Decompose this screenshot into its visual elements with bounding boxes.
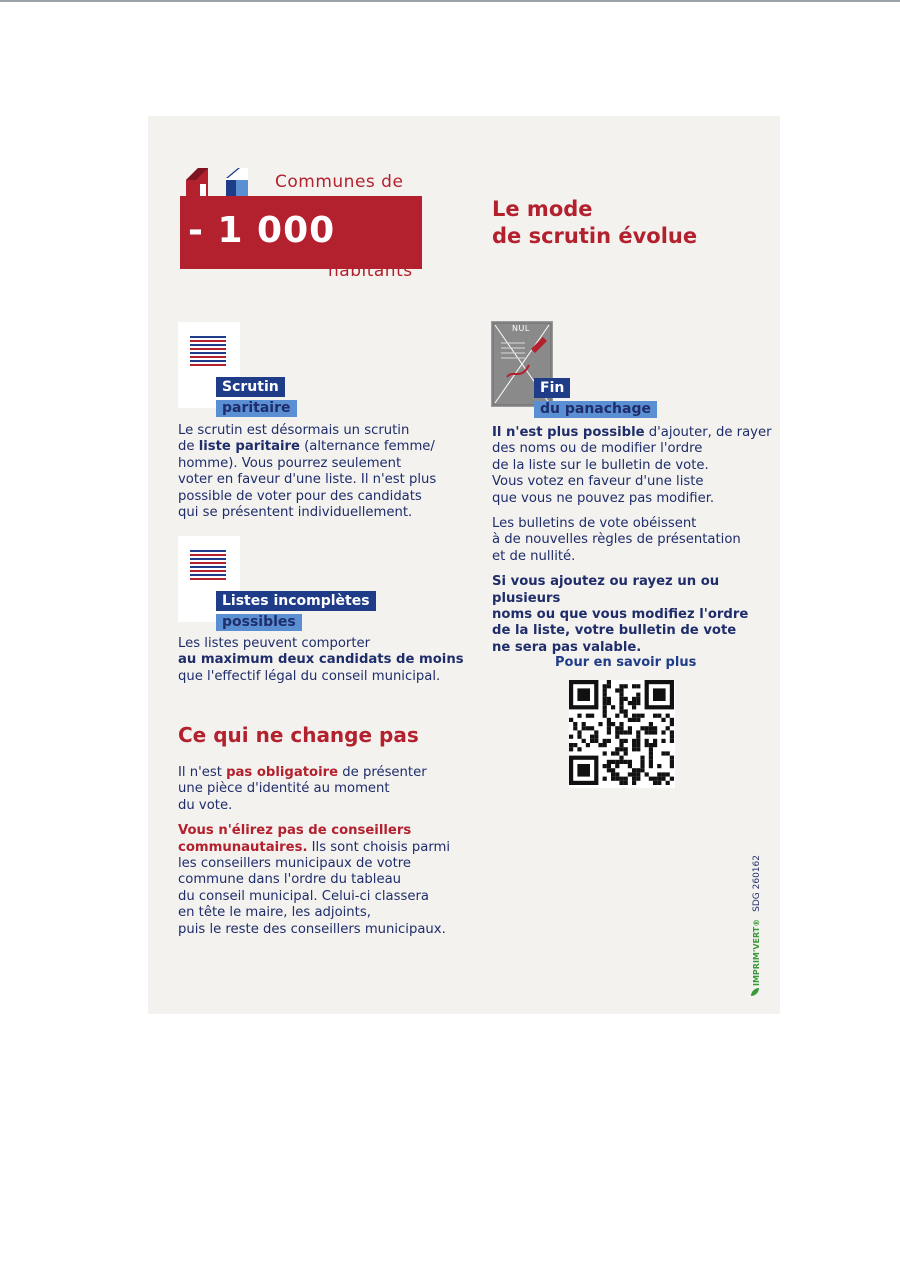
unchanged-text-line: du vote. <box>178 797 233 813</box>
panachage-text <box>492 425 777 656</box>
listes-text-line: que l'effectif légal du conseil municipal. <box>178 668 441 684</box>
scrutin-text-line: de liste paritaire (alternance femme/ <box>178 439 435 455</box>
nul-label: NUL <box>512 324 530 333</box>
panachage-text-line: des noms ou de modifier l'ordre <box>492 441 703 457</box>
unchanged-text <box>178 765 478 938</box>
page-title <box>492 196 697 250</box>
listes-text <box>178 636 478 685</box>
panachage-badge-line1: Fin <box>534 378 570 398</box>
scrutin-text-line: voter en faveur d'une liste. Il n'est plus <box>178 472 437 488</box>
page-title-line2: de scrutin évolue <box>492 224 698 248</box>
scrutin-text-line: possible de voter pour des candidats <box>178 488 422 504</box>
listes-badge-line2: possibles <box>216 614 302 631</box>
scrutin-text-line: Le scrutin est désormais un scrutin <box>178 423 410 438</box>
scan-edge-line <box>0 0 900 2</box>
panachage-text-line: de la liste, votre bulletin de vote <box>492 623 737 639</box>
panachage-text-line: Si vous ajoutez ou rayez un ou plusieurs <box>492 574 720 606</box>
scrutin-text-line: qui se présentent individuellement. <box>178 505 413 521</box>
unchanged-text-line: les conseillers municipaux de votre <box>178 856 412 872</box>
panachage-badge-line2: du panachage <box>534 401 657 418</box>
qr-code-icon[interactable] <box>569 680 675 788</box>
population-banner <box>180 196 422 269</box>
unchanged-text-line: Vous n'élirez pas de conseillers <box>178 823 412 839</box>
panachage-text-line: et de nullité. <box>492 548 576 564</box>
scrutin-badge-line1: Scrutin <box>216 377 285 397</box>
leaf-icon <box>751 988 759 996</box>
unchanged-text-line: en tête le maire, les adjoints, <box>178 905 371 921</box>
print-code: SDG 260162 <box>752 855 762 912</box>
unchanged-text-line: une pièce d'identité au moment <box>178 781 390 797</box>
communes-de-text: Communes de <box>275 172 404 192</box>
panachage-text-line: Il n'est plus possible d'ajouter, de rayer <box>492 425 772 440</box>
unchanged-text-line: puis le reste des conseillers municipaux. <box>178 921 446 937</box>
panachage-text-line: que vous ne pouvez pas modifier. <box>492 490 715 506</box>
scrutin-text-line: homme). Vous pourrez seulement <box>178 455 402 471</box>
habitants-text: habitants <box>328 261 413 281</box>
imprim-vert-logo: IMPRIM'VERT® SDG 260162 <box>751 796 767 996</box>
scrutin-badge-line2: paritaire <box>216 400 297 417</box>
listes-badge-line1: Listes incomplètes <box>216 591 376 611</box>
listes-text-line: au maximum deux candidats de moins <box>178 652 464 668</box>
scrutin-text <box>178 423 468 521</box>
unchanged-title: Ce qui ne change pas <box>178 723 419 747</box>
panachage-text-line: noms ou que vous modifiez l'ordre <box>492 607 749 623</box>
scrutin-badge <box>216 376 297 417</box>
flyer-page <box>148 116 780 1014</box>
panachage-text-line: Vous votez en faveur d'une liste <box>492 474 704 490</box>
more-info-link[interactable]: Pour en savoir plus <box>555 655 697 670</box>
panachage-text-line: ne sera pas valable. <box>492 639 642 655</box>
population-number: - 1 000 <box>188 210 336 251</box>
panachage-text-line: Les bulletins de vote obéissent <box>492 516 697 532</box>
panachage-text-line: à de nouvelles règles de présentation <box>492 532 741 548</box>
panachage-text-line: de la liste sur le bulletin de vote. <box>492 457 709 473</box>
unchanged-text-line: du conseil municipal. Celui-ci classera <box>178 888 429 904</box>
listes-text-line: Les listes peuvent comporter <box>178 636 371 651</box>
listes-badge <box>216 590 376 631</box>
page-title-line1: Le mode <box>492 197 593 221</box>
unchanged-text-line: communautaires. Ils sont choisis parmi <box>178 839 451 855</box>
unchanged-text-line: commune dans l'ordre du tableau <box>178 872 402 888</box>
unchanged-text-line: Il n'est pas obligatoire de présenter <box>178 765 427 780</box>
panachage-badge <box>534 377 657 418</box>
